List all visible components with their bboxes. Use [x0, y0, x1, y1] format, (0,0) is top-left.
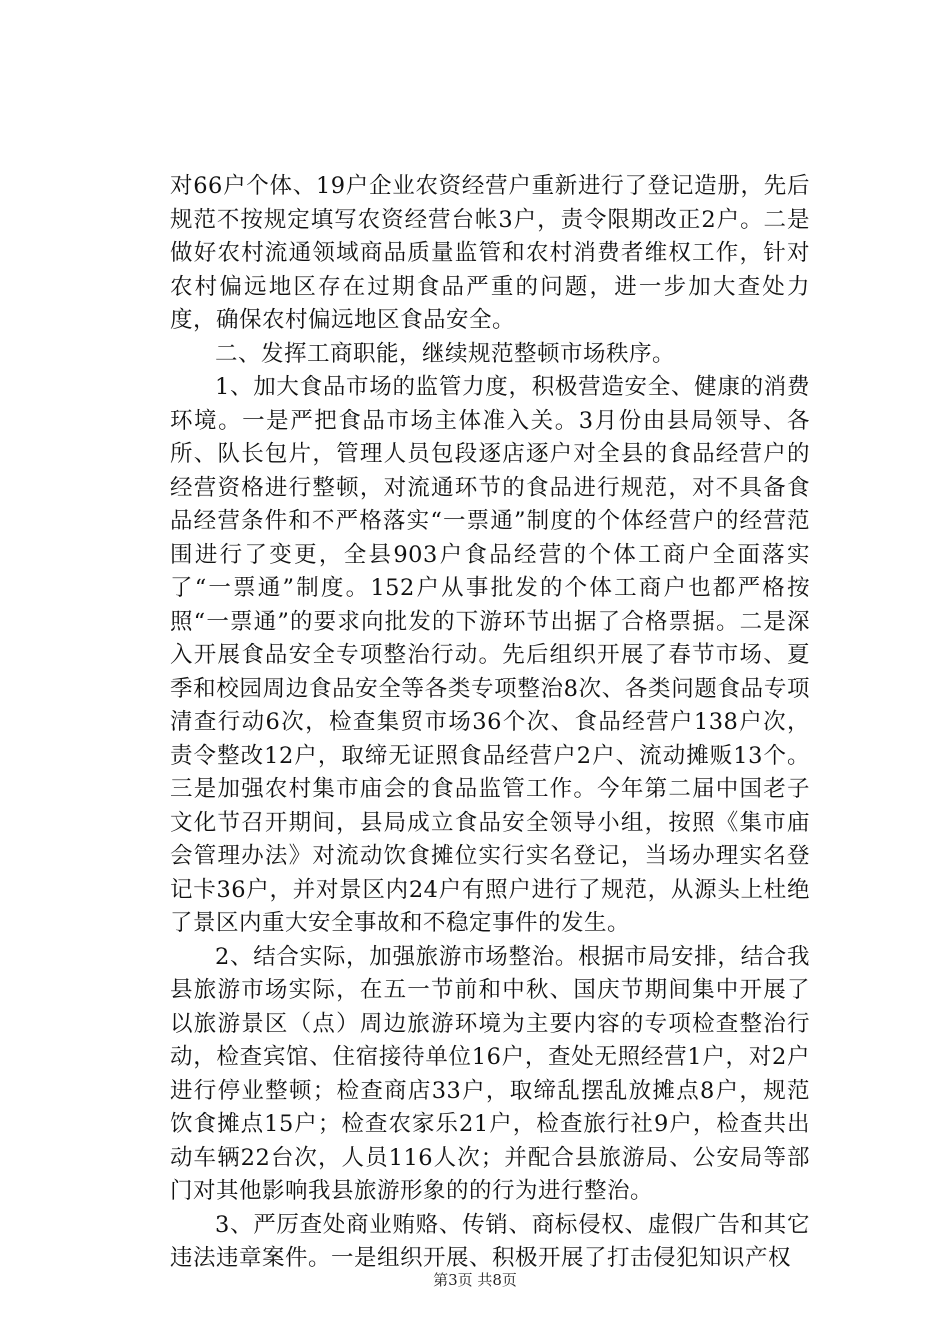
paragraph-continuation: 对66户个体、19户企业农资经营户重新进行了登记造册，先后规范不按规定填写农资经营台帐3户，责令限期改正2户。二是做好农村流通领域商品质量监管和农村消费者维权工作，针对农村偏远地区存在过期食品严重的问题，进一步加大查处力度，确保农村偏远地区食品安全。: [170, 173, 810, 333]
page-footer: 第3页 共8页: [433, 1271, 517, 1289]
paragraph-illegal-cases: 3、严厉查处商业贿赂、传销、商标侵权、虚假广告和其它违法违章案件。一是组织开展、积极开展了打击侵犯知识产权: [170, 1211, 810, 1271]
document-body: [170, 170, 810, 1276]
section-heading-two: 二、发挥工商职能，继续规范整顿市场秩序。: [215, 340, 676, 367]
paragraph-tourism-market: 2、结合实际，加强旅游市场整治。根据市局安排，结合我县旅游市场实际，在五一节前和中秋、国庆节期间集中开展了以旅游景区（点）周边旅游环境为主要内容的专项检查整治行动，检查宾馆、住宿接待单位16户，查处无照经营1户，对2户进行停业整顿；检查商店33户，取缔乱摆乱放摊点8户，规范饮食摊点15户；检查农家乐21户，检查旅行社9户，检查共出动车辆22台次，人员116人次；并配合县旅游局、公安局等部门对其他影响我县旅游形象的的行为进行整治。: [170, 943, 810, 1204]
paragraph-food-market: 1、加大食品市场的监管力度，积极营造安全、健康的消费环境。一是严把食品市场主体准入关。3月份由县局领导、各所、队长包片，管理人员包段逐店逐户对全县的食品经营户的经营资格进行整顿，对流通环节的食品进行规范，对不具备食品经营条件和不严格落实“一票通”制度的个体经营户的经营范围进行了变更，全县903户食品经营的个体工商户全面落实了“一票通”制度。152户从事批发的个体工商户也都严格按照“一票通”的要求向批发的下游环节出据了合格票据。二是深入开展食品安全专项整治行动。先后组织开展了春节市场、夏季和校园周边食品安全等各类专项整治8次、各类问题食品专项清查行动6次，检查集贸市场36个次、食品经营户138户次，责令整改12户，取缔无证照食品经营户2户、流动摊贩13个。三是加强农村集市庙会的食品监管工作。今年第二届中国老子文化节召开期间，县局成立食品安全领导小组，按照《集市庙会管理办法》对流动饮食摊位实行实名登记，当场办理实名登记卡36户，并对景区内24户有照户进行了规范，从源头上杜绝了景区内重大安全事故和不稳定事件的发生。: [170, 374, 810, 936]
